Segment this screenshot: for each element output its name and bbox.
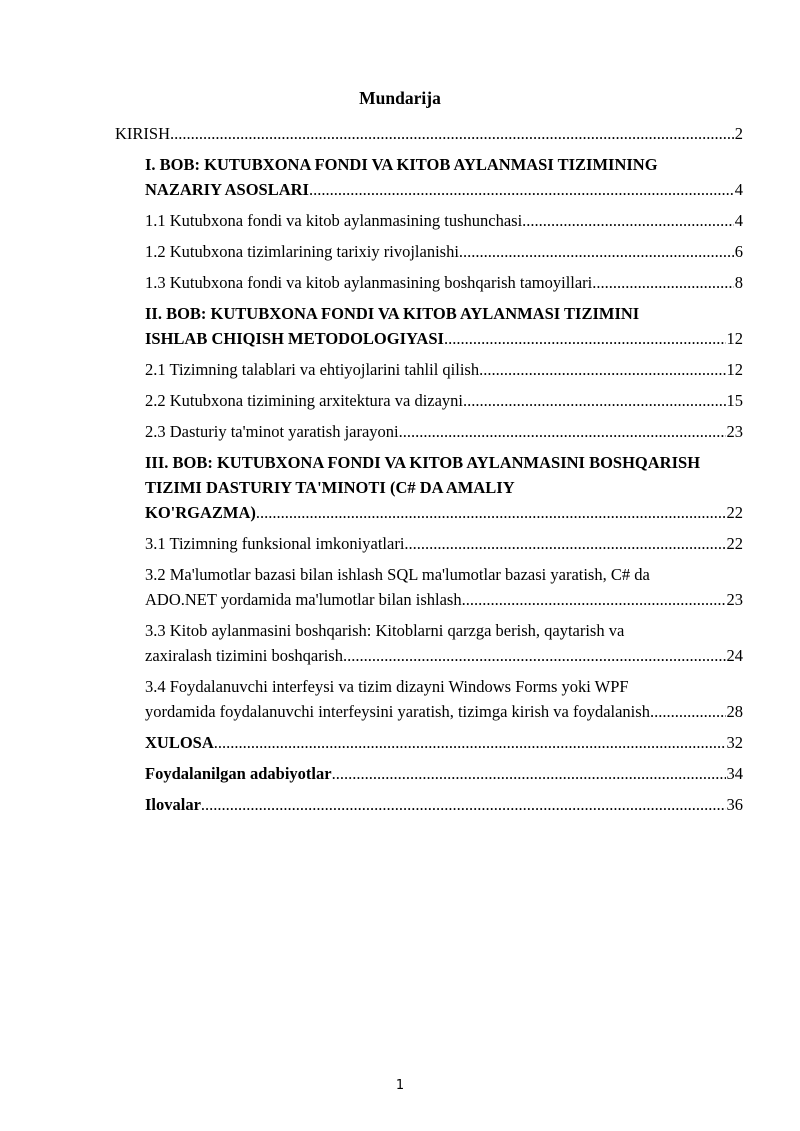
toc-entry-title: KIRISH bbox=[115, 124, 171, 143]
dot-leader bbox=[404, 531, 725, 556]
toc-entry-title: 1.2 Kutubxona tizimlarining tarixiy rivojlanishi bbox=[145, 242, 459, 261]
toc-entry[interactable] bbox=[145, 239, 743, 264]
toc-entry-title: 3.1 Tizimning funksional imkoniyatlari bbox=[145, 534, 405, 553]
dot-leader bbox=[343, 643, 726, 668]
dot-leader bbox=[479, 357, 725, 382]
dot-leader bbox=[592, 270, 733, 295]
dot-leader bbox=[459, 239, 734, 264]
toc-entry[interactable] bbox=[145, 419, 743, 444]
dot-leader bbox=[654, 699, 725, 724]
toc-entry-title: zaxiralash tizimini boshqarish bbox=[145, 646, 343, 665]
toc-entry-page: 28 bbox=[726, 702, 743, 721]
toc-entry[interactable] bbox=[145, 730, 743, 755]
toc-entry-page: 15 bbox=[726, 391, 743, 410]
toc-entry-title: yordamida foydalanuvchi interfeysini yaratish, tizimga kirish va foydalanish. bbox=[145, 702, 655, 721]
dot-leader bbox=[309, 177, 734, 202]
dot-leader bbox=[332, 761, 726, 786]
toc-entry-title: 1.3 Kutubxona fondi va kitob aylanmasining boshqarish tamoyillari bbox=[145, 273, 593, 292]
toc-entry-page: 23 bbox=[726, 590, 743, 609]
toc-entry-title: 1.1 Kutubxona fondi va kitob aylanmasining tushunchasi bbox=[145, 211, 523, 230]
toc-entry[interactable] bbox=[145, 674, 743, 724]
toc-entry[interactable] bbox=[145, 301, 743, 351]
dot-leader bbox=[399, 419, 726, 444]
toc-entry-page: 12 bbox=[726, 360, 743, 379]
toc-entry-page: 6 bbox=[734, 242, 743, 261]
dot-leader bbox=[444, 326, 726, 351]
toc-entry[interactable] bbox=[145, 270, 743, 295]
toc-entry-title: Ilovalar bbox=[145, 795, 201, 814]
toc-entry-heading-line: II. BOB: KUTUBXONA FONDI VA KITOB AYLANMASI TIZIMINI bbox=[145, 304, 640, 323]
toc-entry-page: 4 bbox=[734, 211, 743, 230]
toc-entry[interactable] bbox=[145, 450, 743, 525]
toc-entry-page: 22 bbox=[726, 534, 743, 553]
toc-entry-title: Foydalanilgan adabiyotlar bbox=[145, 764, 332, 783]
toc-entry-heading-line: I. BOB: KUTUBXONA FONDI VA KITOB AYLANMASI TIZIMINING bbox=[145, 155, 658, 174]
toc-entry[interactable] bbox=[145, 618, 743, 668]
toc-entry[interactable] bbox=[145, 792, 743, 817]
toc-entry-title: ADO.NET yordamida ma'lumotlar bilan ishlash bbox=[145, 590, 462, 609]
toc-entry-title: 2.2 Kutubxona tizimining arxitektura va dizayni bbox=[145, 391, 464, 410]
toc-entry-page: 22 bbox=[726, 503, 743, 522]
dot-leader bbox=[522, 208, 734, 233]
toc-entry-title: ISHLAB CHIQISH METODOLOGIYASI bbox=[145, 329, 444, 348]
toc-entry[interactable] bbox=[145, 357, 743, 382]
dot-leader bbox=[462, 587, 726, 612]
page-number: 1 bbox=[395, 1078, 405, 1093]
toc-entry[interactable] bbox=[145, 388, 743, 413]
toc-entry[interactable] bbox=[145, 562, 743, 612]
dot-leader bbox=[463, 388, 725, 413]
toc-entry[interactable] bbox=[145, 761, 743, 786]
toc-entry-heading-line: 3.2 Ma'lumotlar bazasi bilan ishlash SQL ma'lumotlar bazasi yaratish, C# da bbox=[145, 565, 650, 584]
toc-entry-heading-line: 3.4 Foydalanuvchi interfeysi va tizim dizayni Windows Forms yoki WPF bbox=[145, 677, 629, 696]
toc-entry[interactable] bbox=[145, 531, 743, 556]
toc-entry[interactable] bbox=[145, 152, 743, 202]
toc-entry-heading-line: 3.3 Kitob aylanmasini boshqarish: Kitoblarni qarzga berish, qaytarish va bbox=[145, 621, 625, 640]
toc-entry-page: 2 bbox=[734, 124, 743, 143]
dot-leader bbox=[214, 730, 726, 755]
toc-entry-page: 8 bbox=[734, 273, 743, 292]
table-of-contents bbox=[115, 121, 743, 823]
dot-leader bbox=[256, 500, 726, 525]
toc-entry-page: 36 bbox=[726, 795, 743, 814]
dot-leader bbox=[201, 792, 726, 817]
toc-entry-page: 12 bbox=[726, 329, 743, 348]
toc-entry-page: 24 bbox=[726, 646, 743, 665]
toc-entry-title: XULOSA bbox=[145, 733, 214, 752]
toc-entry-page: 23 bbox=[726, 422, 743, 441]
toc-entry-heading-line: III. BOB: KUTUBXONA FONDI VA KITOB AYLANMASINI BOSHQARISH TIZIMI DASTURIY TA'MINOTI (C# DA AMALIY bbox=[145, 453, 701, 497]
toc-entry-title: KO'RGAZMA) bbox=[145, 503, 256, 522]
toc-entry-page: 32 bbox=[726, 733, 743, 752]
toc-entry[interactable] bbox=[115, 121, 743, 146]
toc-entry-title: 2.3 Dasturiy ta'minot yaratish jarayoni bbox=[145, 422, 399, 441]
toc-entry-title: NAZARIY ASOSLARI bbox=[145, 180, 309, 199]
toc-entry[interactable] bbox=[145, 208, 743, 233]
dot-leader bbox=[170, 121, 734, 146]
toc-entry-page: 34 bbox=[726, 764, 743, 783]
toc-entry-page: 4 bbox=[734, 180, 743, 199]
document-title: Mundarija bbox=[359, 88, 441, 108]
toc-entry-title: 2.1 Tizimning talablari va ehtiyojlarini tahlil qilish bbox=[145, 360, 480, 379]
